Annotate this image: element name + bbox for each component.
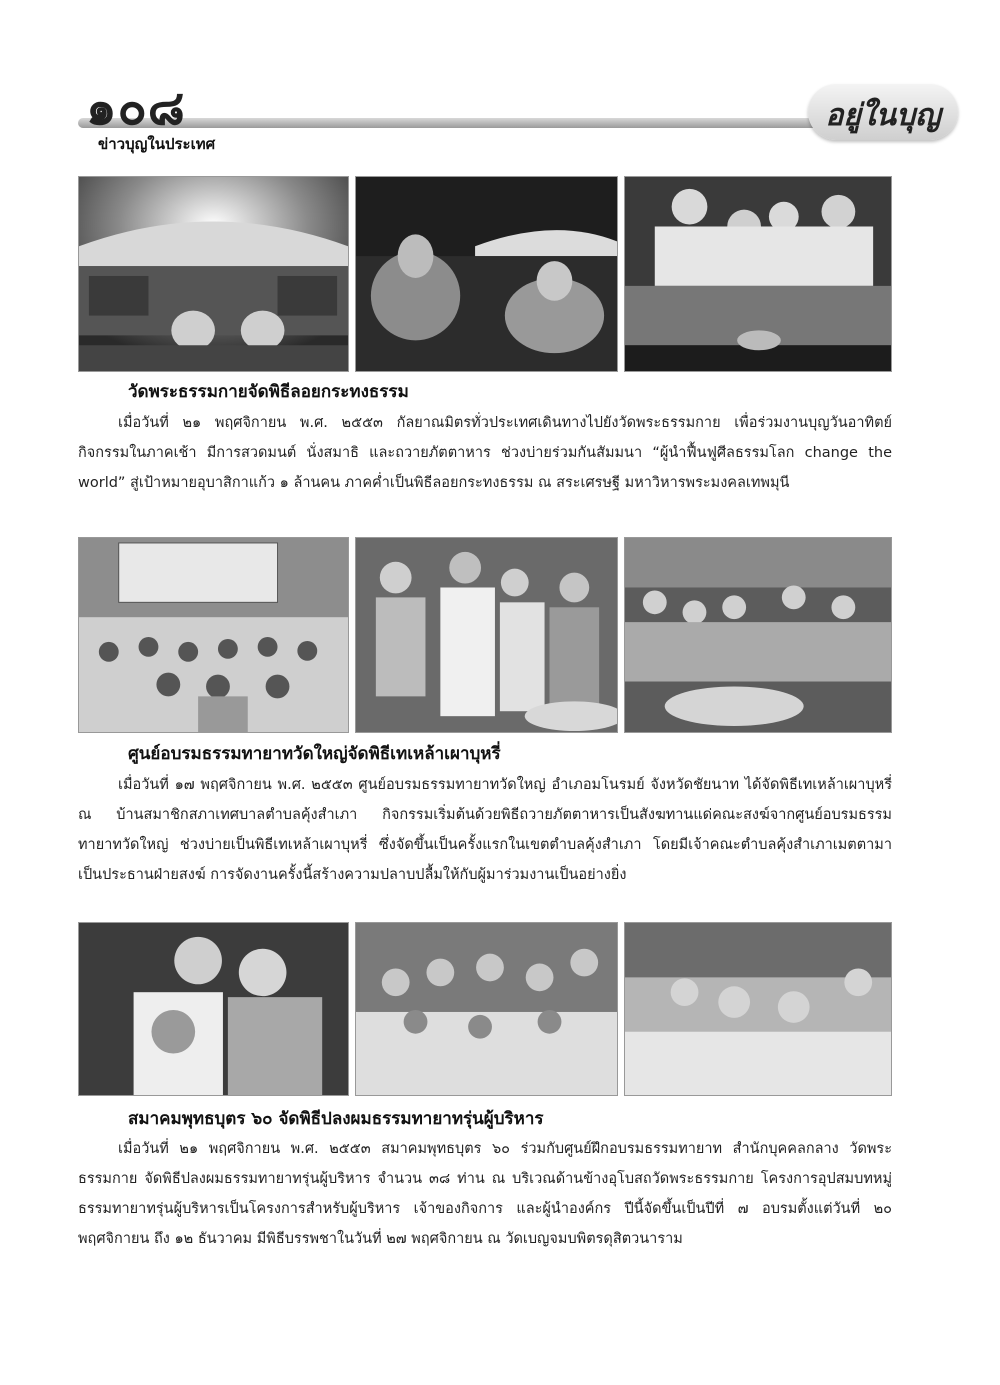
floating-krathong-photo xyxy=(624,176,892,372)
page-number: ๑๐๘ xyxy=(86,80,186,136)
article-title: วัดพระธรรมกายจัดพิธีลอยกระทงธรรม xyxy=(128,382,409,402)
header-rule xyxy=(78,118,838,128)
shaving-group-photo xyxy=(624,922,892,1096)
photo-row-2 xyxy=(78,537,892,733)
temple-hall-photo xyxy=(78,176,349,372)
pouring-liquor-photo xyxy=(355,537,618,733)
photo-row-3 xyxy=(78,922,892,1118)
shaving-row-photo xyxy=(355,922,618,1096)
article-title: สมาคมพุทธบุตร ๖๐ จัดพิธีปลงผมธรรมทายาทรุ่นผู้บริหาร xyxy=(128,1109,544,1129)
section-label: ข่าวบุญในประเทศ xyxy=(98,135,216,153)
magazine-logo: อยู่ในบุญ xyxy=(825,98,941,133)
krathong-lake-photo xyxy=(355,176,618,372)
crowd-pouring-photo xyxy=(624,537,892,733)
page-header xyxy=(78,62,941,153)
group-photo xyxy=(78,537,349,733)
article-body: เมื่อวันที่ ๒๑ พฤศจิกายน พ.ศ. ๒๕๕๓ กัลยาณมิตรทั่วประเทศเดินทางไปยังวัดพระธรรมกาย เพื่อร่วมงานบุญวันอาทิตย์ กิจกรรมในภาคเช้า มีการสวดมนต์ นั่งสมาธิ และถวายภัตตาหาร ช่วงบ่ายร่วมกันสัมมนา “ผู้นำฟื้นฟูศีลธรรมโลก change the world” สู่เป้าหมายอุบาสิกาแก้ว ๑ ล้านคน ภาคค่ำเป็นพิธีลอยกระทงธรรม ณ สระเศรษฐี มหาวิหารพระมงคลเทพมุนี xyxy=(78,415,892,491)
photo-row-1 xyxy=(78,176,892,372)
article-body: เมื่อวันที่ ๑๗ พฤศจิกายน พ.ศ. ๒๕๕๓ ศูนย์อบรมธรรมทายาทวัดใหญ่ อำเภอมโนรมย์ จังหวัดชัยนาท ได้จัดพิธีเทเหล้าเผาบุหรี่ ณ บ้านสมาชิกสภาเทศบาลตำบลคุ้งสำเภา กิจกรรมเริ่มต้นด้วยพิธีถวายภัตตาหารเป็นสังฆทานแด่คณะสงฆ์จากศูนย์อบรมธรรมทายาทวัดใหญ่ ช่วงบ่ายเป็นพิธีเทเหล้าเผาบุหรี่ ซึ่งจัดขึ้นเป็นครั้งแรกในเขตตำบลคุ้งสำเภา โดยมีเจ้าคณะตำบลคุ้งสำเภาเมตตามาเป็นประธานฝ่ายสงฆ์ การจัดงานครั้งนี้สร้างความปลาบปลื้มให้กับผู้มาร่วมงานเป็นอย่างยิ่ง xyxy=(78,777,892,883)
article-body: เมื่อวันที่ ๒๑ พฤศจิกายน พ.ศ. ๒๕๕๓ สมาคมพุทธบุตร ๖๐ ร่วมกับศูนย์ฝึกอบรมธรรมทายาท สำนักบุคคลกลาง วัดพระธรรมกาย จัดพิธีปลงผมธรรมทายาทรุ่นผู้บริหาร จำนวน ๓๘ ท่าน ณ บริเวณด้านข้างอุโบสถวัดพระธรรมกาย โครงการอุปสมบทหมู่ธรรมทายาทรุ่นผู้บริหารเป็นโครงการสำหรับผู้บริหาร เจ้าของกิจการ และผู้นำองค์กร ปีนี้จัดขึ้นเป็นปีที่ ๗ อบรมตั้งแต่วันที่ ๒๐ พฤศจิกายน ถึง ๑๒ ธันวาคม มีพิธีบรรพชาในวันที่ ๒๗ พฤศจิกายน ณ วัดเบญจมบพิตรดุสิตวนาราม xyxy=(78,1141,892,1247)
head-shaving-photo xyxy=(78,922,349,1096)
article-title: ศูนย์อบรมธรรมทายาทวัดใหญ่จัดพิธีเทเหล้าเผาบุหรี่ xyxy=(128,744,501,764)
